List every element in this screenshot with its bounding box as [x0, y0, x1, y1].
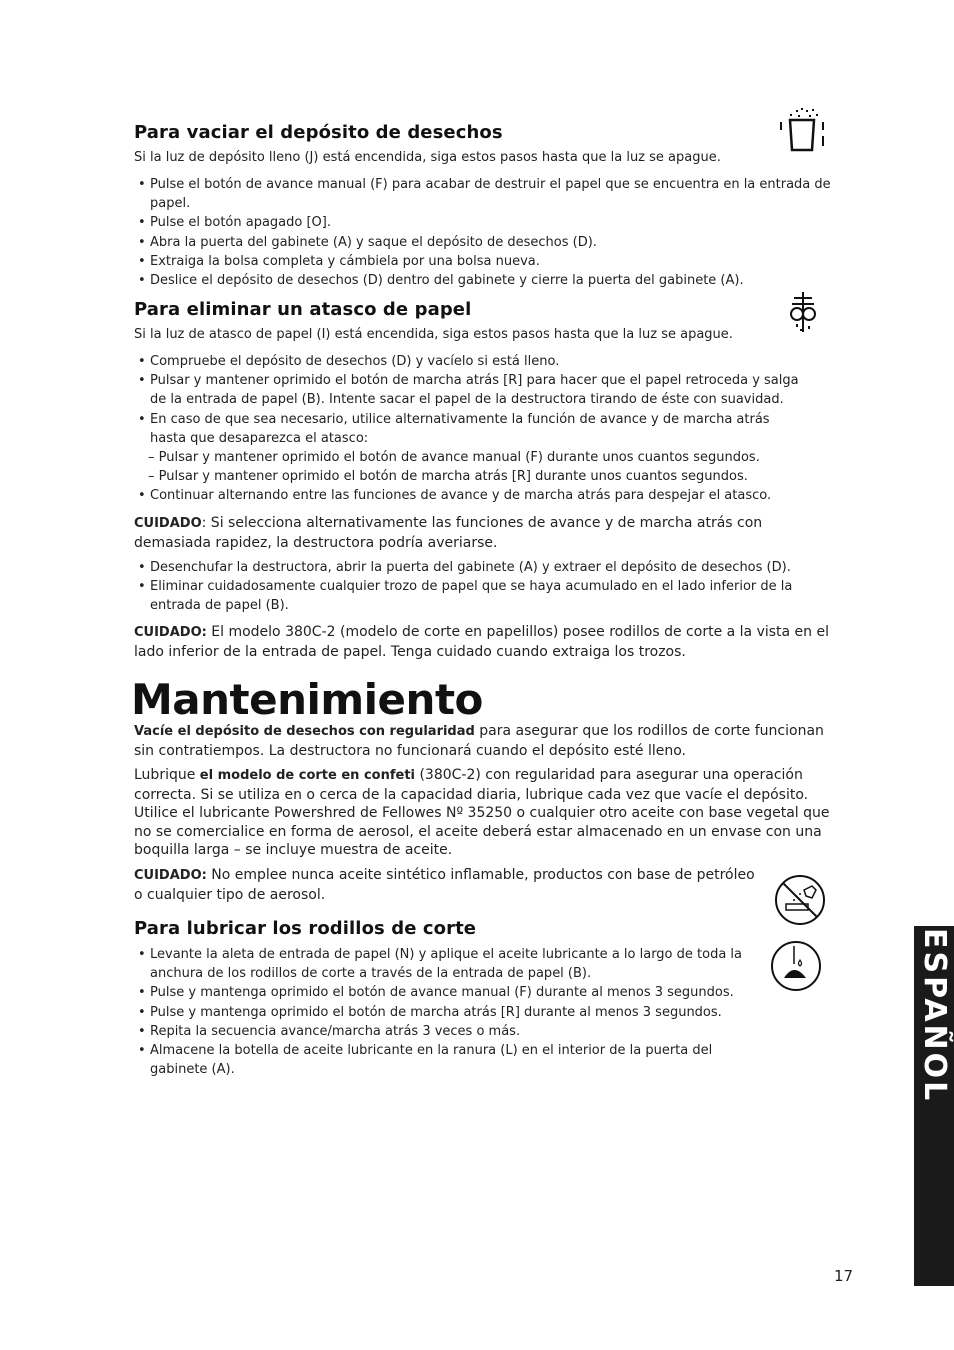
oil-drop-icon — [770, 940, 822, 992]
caution-paragraph-1 — [134, 514, 830, 552]
caution-paragraph-2 — [134, 623, 830, 661]
sub-item: – Pulsar y mantener oprimido el botón de marcha atrás [R] durante unos cuantos segundos. — [148, 469, 748, 485]
list-item: • Almacene la botella de aceite lubricante en la ranura (L) en el interior de la puerta del gabinete (A). — [134, 1041, 744, 1079]
emphasis: Vacíe el depósito de desechos con regularidad — [134, 724, 475, 739]
no-aerosol-icon — [774, 874, 826, 926]
list-item-text: En caso de que sea necesario, utilice alternativamente la función de avance y de marcha atrás hasta que desaparezca el atasco: — [150, 411, 770, 446]
maintenance-paragraph-2 — [134, 766, 830, 860]
paper-jam-icon — [786, 290, 820, 334]
maintenance-caution — [134, 866, 762, 904]
bin-full-icon — [776, 106, 828, 154]
paper-jam-steps — [134, 352, 804, 506]
list-item: • Continuar alternando entre las funciones de avance y de marcha atrás para despejar el atasco. — [134, 486, 804, 505]
list-item — [134, 410, 804, 487]
list-item: • Pulse el botón de avance manual (F) para acabar de destruir el papel que se encuentra en la entrada de papel. — [134, 175, 834, 213]
caution-label: CUIDADO: — [134, 868, 207, 883]
section-heading-lubricate: Para lubricar los rodillos de corte — [134, 918, 477, 939]
list-item: • Eliminar cuidadosamente cualquier trozo de papel que se haya acumulado en el lado inferior de la entrada de papel (B). — [134, 577, 804, 615]
paper-jam-steps-2 — [134, 558, 804, 616]
list-item: • Compruebe el depósito de desechos (D) y vacíelo si está lleno. — [134, 352, 804, 371]
section-heading-empty-bin: Para vaciar el depósito de desechos — [134, 122, 503, 143]
lubricate-steps — [134, 945, 744, 1079]
section-heading-paper-jam: Para eliminar un atasco de papel — [134, 299, 472, 320]
list-item: • Pulsar y mantener oprimido el botón de marcha atrás [R] para hacer que el papel retroceda y salga de la entrada de papel (B). Intente sacar el papel de la destructora tirando de éste con suavidad. — [134, 371, 804, 409]
list-item: • Repita la secuencia avance/marcha atrás 3 veces o más. — [134, 1022, 744, 1041]
section-intro-empty-bin: Si la luz de depósito lleno (J) está encendida, siga estos pasos hasta que la luz se apague. — [134, 150, 721, 165]
list-item: • Pulse y mantenga oprimido el botón de avance manual (F) durante al menos 3 segundos. — [134, 983, 744, 1002]
section-intro-paper-jam: Si la luz de atasco de papel (I) está encendida, siga estos pasos hasta que la luz se apague. — [134, 327, 733, 342]
list-item: • Abra la puerta del gabinete (A) y saque el depósito de desechos (D). — [134, 233, 834, 252]
emphasis: el modelo de corte en confeti — [199, 768, 415, 783]
language-tab — [914, 926, 954, 1286]
list-item: • Pulse y mantenga oprimido el botón de marcha atrás [R] durante al menos 3 segundos. — [134, 1003, 744, 1022]
caution-text: : Si selecciona alternativamente las funciones de avance y de marcha atrás con demasiada rapidez, la destructora podría averiarse. — [134, 515, 763, 551]
list-item: • Extraiga la bolsa completa y cámbiela por una bolsa nueva. — [134, 252, 834, 271]
paragraph-text: (380C-2) con regularidad para asegurar una operación correcta. Si se utiliza en o cerca de la capacidad diaria, lubrique cada vez que vacíe el depósito. Utilice el lubricante Powershred de Fellowes Nº 35250 o cualquier otro aceite con base vegetal que no se comercialice en forma de aerosol, el aceite deberá estar almacenado en un envase con una boquilla larga – se incluye muestra de aceite. — [134, 767, 830, 858]
page-number: 17 — [834, 1267, 854, 1285]
list-item: • Levante la aleta de entrada de papel (N) y aplique el aceite lubricante a lo largo de toda la anchura de los rodillos de corte a través de la entrada de papel (B). — [134, 945, 744, 983]
paragraph-text: Lubrique — [134, 767, 200, 783]
sub-item: – Pulsar y mantener oprimido el botón de avance manual (F) durante unos cuantos segundos. — [148, 450, 760, 466]
caution-label: CUIDADO: — [134, 625, 207, 640]
caution-label: CUIDADO — [134, 516, 202, 531]
list-item: • Pulse el botón apagado [O]. — [134, 213, 834, 232]
maintenance-title: Mantenimiento — [131, 675, 483, 724]
list-item: • Deslice el depósito de desechos (D) dentro del gabinete y cierre la puerta del gabinete (A). — [134, 271, 834, 290]
empty-bin-steps — [134, 175, 834, 290]
paragraph-text: para asegurar que los rodillos de corte funcionan sin contratiempos. La destructora no funcionará cuando el depósito esté lleno. — [134, 723, 824, 759]
maintenance-paragraph-1 — [134, 722, 830, 760]
caution-text: No emplee nunca aceite sintético inflamable, productos con base de petróleo o cualquier tipo de aerosol. — [134, 867, 755, 903]
list-item: • Desenchufar la destructora, abrir la puerta del gabinete (A) y extraer el depósito de desechos (D). — [134, 558, 804, 577]
language-tab-label: ESPAÑOL — [917, 928, 952, 1104]
caution-text: El modelo 380C-2 (modelo de corte en papelillos) posee rodillos de corte a la vista en el lado inferior de la entrada de papel. Tenga cuidado cuando extraiga los trozos. — [134, 624, 830, 660]
